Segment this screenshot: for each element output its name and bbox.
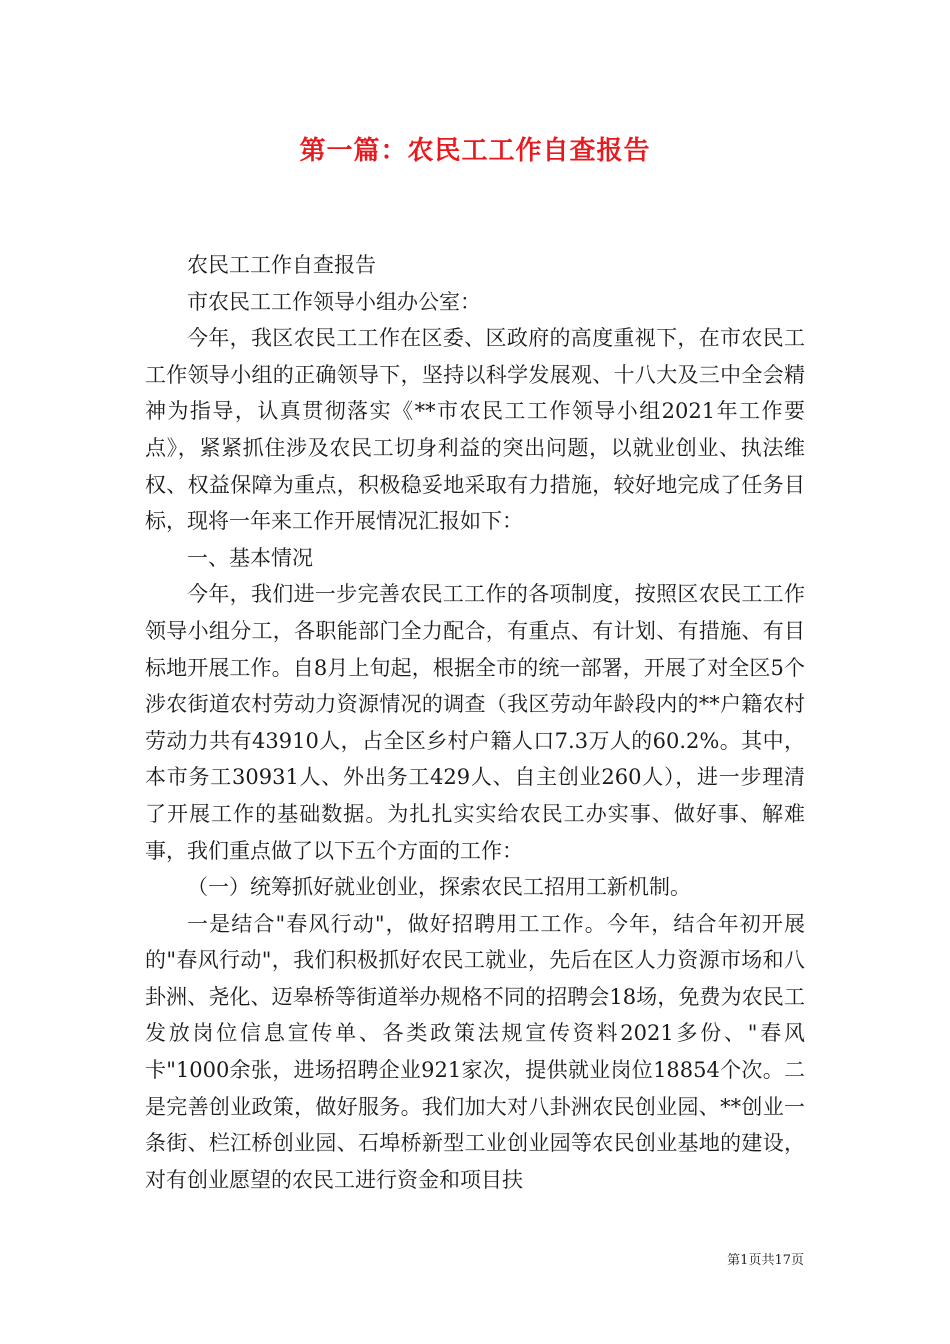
- paragraph-intro: 今年，我区农民工工作在区委、区政府的高度重视下，在市农民工工作领导小组的正确领导下，坚持以科学发展观、十八大及三中全会精神为指导，认真贯彻落实《**市农民工工作领导小组2021年工作要点》，紧紧抓住涉及农民工切身利益的突出问题，以就业创业、执法维权、权益保障为重点，积极稳妥地采取有力措施，较好地完成了任务目标，现将一年来工作开展情况汇报如下：: [145, 326, 805, 534]
- subsection-heading-employment: （一）统筹抓好就业创业，探索农民工招用工新机制。: [187, 875, 691, 900]
- document-title: 第一篇：农民工工作自查报告: [299, 136, 651, 166]
- paragraph-addressee: 市农民工工作领导小组办公室：: [187, 289, 481, 314]
- page-number: 第1页共17页: [727, 1253, 804, 1268]
- document-body: [145, 247, 805, 1198]
- paragraph-basic-situation: 今年，我们进一步完善农民工工作的各项制度，按照区农民工工作领导小组分工，各职能部门全力配合，有重点、有计划、有措施、有目标地开展工作。自8月上旬起，根据全市的统一部署，开展了对全区5个涉农街道农村劳动力资源情况的调查（我区劳动年龄段内的**户籍农村劳动力共有43910人，占全区乡村户籍人口7.3万人的60.2%。其中，本市务工30931人、外出务工429人、自主创业260人），进一步理清了开展工作的基础数据。为扎扎实实给农民工办实事、做好事、解难事，我们重点做了以下五个方面的工作：: [145, 582, 805, 863]
- paragraph-employment: 一是结合"春风行动"，做好招聘用工工作。今年，结合年初开展的"春风行动"，我们积极抓好农民工就业，先后在区人力资源市场和八卦洲、尧化、迈皋桥等街道举办规格不同的招聘会18场，免费为农民工发放岗位信息宣传单、各类政策法规宣传资料2021多份、"春风卡"1000余张，进场招聘企业921家次，提供就业岗位18854个次。二是完善创业政策，做好服务。我们加大对八卦洲农民创业园、**创业一条街、栏江桥创业园、石埠桥新型工业创业园等农民创业基地的建设，对有创业愿望的农民工进行资金和项目扶: [145, 911, 805, 1192]
- section-heading-basic-situation: 一、基本情况: [187, 545, 313, 570]
- paragraph-report-heading: 农民工工作自查报告: [187, 253, 376, 277]
